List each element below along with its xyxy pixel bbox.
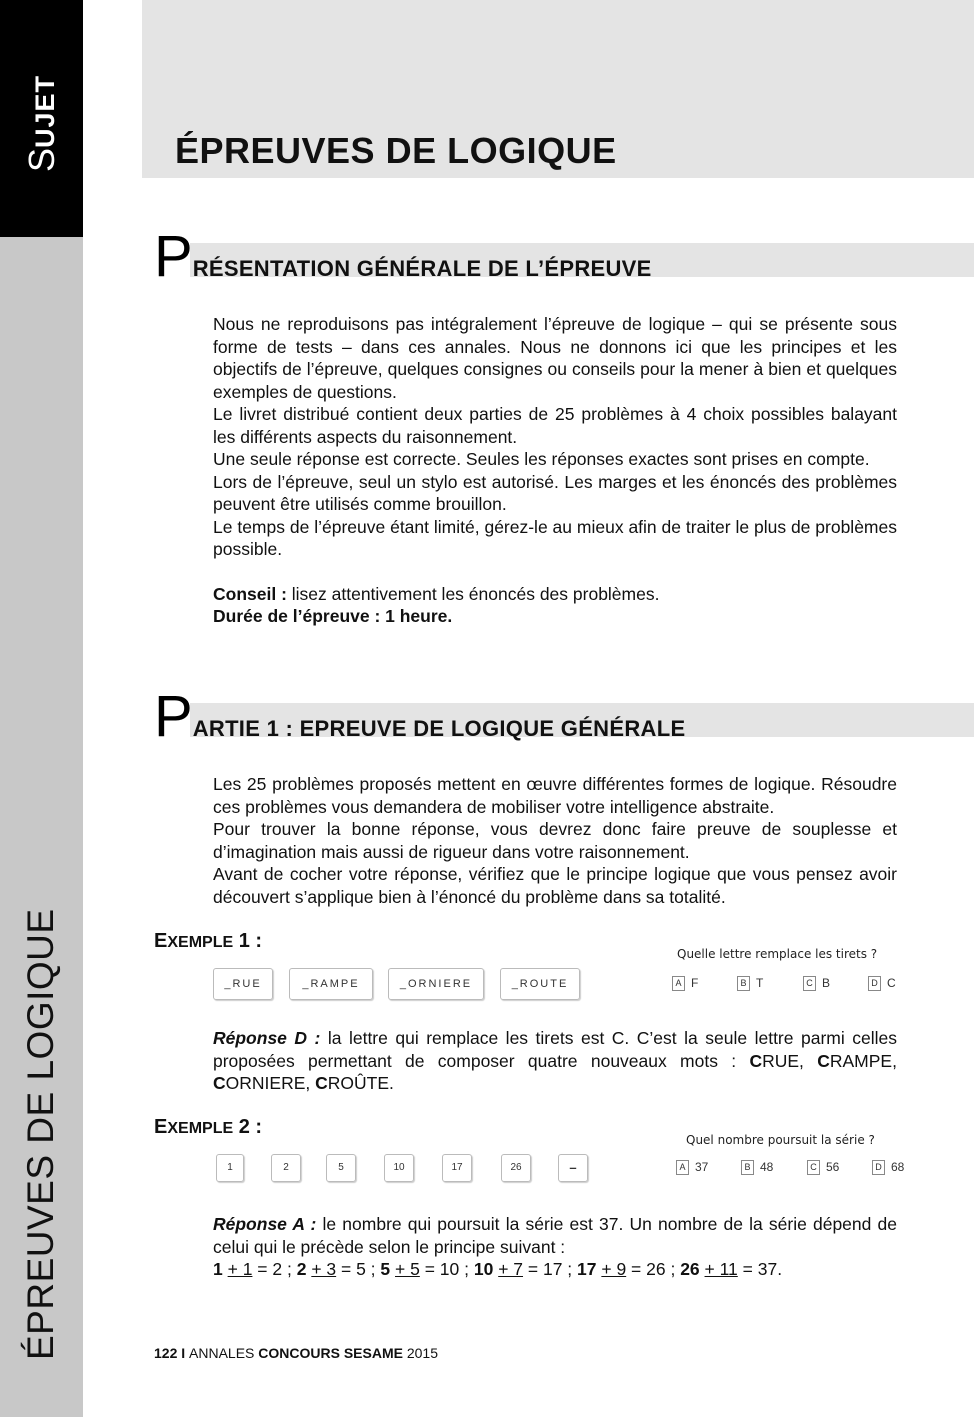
number-box: 2 (271, 1154, 301, 1182)
choice-c[interactable]: C B (803, 976, 830, 991)
choice-d[interactable]: D C (868, 976, 896, 991)
paragraph: Les 25 problèmes proposés mettent en œuvre différentes formes de logique. Résoudre ces problèmes vous demandera de mobiliser votre intelligence abstraite. (213, 774, 897, 817)
answer-text: Réponse A : le nombre qui poursuit la série est 37. Un nombre de la série dépend de celui qui le précède selon le principe suivant : (213, 1214, 897, 1257)
paragraph: Avant de cocher votre réponse, vérifiez que le principe logique que vous pensez avoir découvert s’applique bien à l’énoncé du problème dans sa totalité. (213, 864, 897, 907)
section2-heading: PARTIE 1 : EPREUVE DE LOGIQUE GÉNÉRALE (154, 684, 686, 749)
paragraph: Le temps de l’épreuve étant limité, gérez-le au mieux afin de traiter le plus de problèmes possible. (213, 516, 897, 559)
paragraph: Une seule réponse est correcte. Seules les réponses exactes sont prises en compte. (213, 449, 870, 469)
word-box: _ORNIERE (388, 968, 484, 1000)
word-box: _RUE (213, 968, 273, 1000)
number-box: 5 (326, 1154, 356, 1182)
choice-a[interactable]: A F (672, 976, 698, 991)
section1-heading: PRÉSENTATION GÉNÉRALE DE L’ÉPREUVE (154, 224, 652, 289)
formula: 1 + 1 = 2 ; 2 + 3 = 5 ; 5 + 5 = 10 ; 10 + 7 = 17 ; 17 + 9 = 26 ; 26 + 11 = 37. (213, 1259, 783, 1279)
example1-question: Quelle lettre remplace les tirets ? (677, 947, 878, 961)
choice-c[interactable]: C 56 (807, 1160, 839, 1175)
number-box: 10 (384, 1154, 414, 1182)
paragraph: Nous ne reproduisons pas intégralement l’épreuve de logique – qui se présente sous forme de tests – dans ces annales. Nous ne donnons ici que les principes et les objectifs de l’épreuve, quelques consignes ou conseils pour la mener à bien et quelques exemples de questions. (213, 314, 897, 402)
word-box: _ROUTE (500, 968, 580, 1000)
duration: Durée de l’épreuve : 1 heure. (213, 606, 453, 626)
number-box-unknown: – (558, 1154, 588, 1182)
section2-body (213, 773, 897, 908)
word-box: _RAMPE (289, 968, 373, 1000)
answer-text: Réponse D : la lettre qui remplace les tirets est C. C’est la seule lettre parmi celles proposées permettant de composer quatre nouveaux mots : CRUE, CRAMPE, CORNIERE, CROÛTE. (213, 1028, 897, 1093)
sidebar-sujet-label: SUJET (21, 74, 62, 172)
paragraph: Lors de l’épreuve, seul un stylo est autorisé. Les marges et les énoncés des problèmes peuvent être utilisés comme brouillon. (213, 471, 897, 514)
number-box: 26 (501, 1154, 531, 1182)
choice-b[interactable]: B T (737, 976, 763, 991)
number-box: 17 (442, 1154, 472, 1182)
choice-b[interactable]: B 48 (741, 1160, 773, 1175)
advice: Conseil : lisez attentivement les énoncés des problèmes. (213, 583, 660, 604)
example1-label: EXEMPLE 1 : (154, 930, 263, 952)
example2-label: EXEMPLE 2 : (154, 1116, 263, 1138)
paragraph: Le livret distribué contient deux parties de 25 problèmes à 4 choix possibles balayant les différents aspects du raisonnement. (213, 404, 897, 447)
page-footer: 122 I ANNALES CONCOURS SESAME 2015 (154, 1345, 439, 1361)
paragraph: Pour trouver la bonne réponse, vous devrez donc faire preuve de souplesse et d’imagination mais aussi de rigueur dans votre raisonnement. (213, 819, 897, 862)
example2-question: Quel nombre poursuit la série ? (686, 1133, 875, 1147)
sidebar-section-label: ÉPREUVES DE LOGIQUE (20, 908, 61, 1360)
section1-body (213, 313, 897, 628)
example1-answer (213, 1027, 897, 1095)
number-box: 1 (216, 1154, 244, 1182)
choice-a[interactable]: A 37 (676, 1160, 708, 1175)
choice-d[interactable]: D 68 (872, 1160, 904, 1175)
example2-answer (213, 1213, 897, 1281)
page-title: ÉPREUVES DE LOGIQUE (175, 130, 617, 171)
